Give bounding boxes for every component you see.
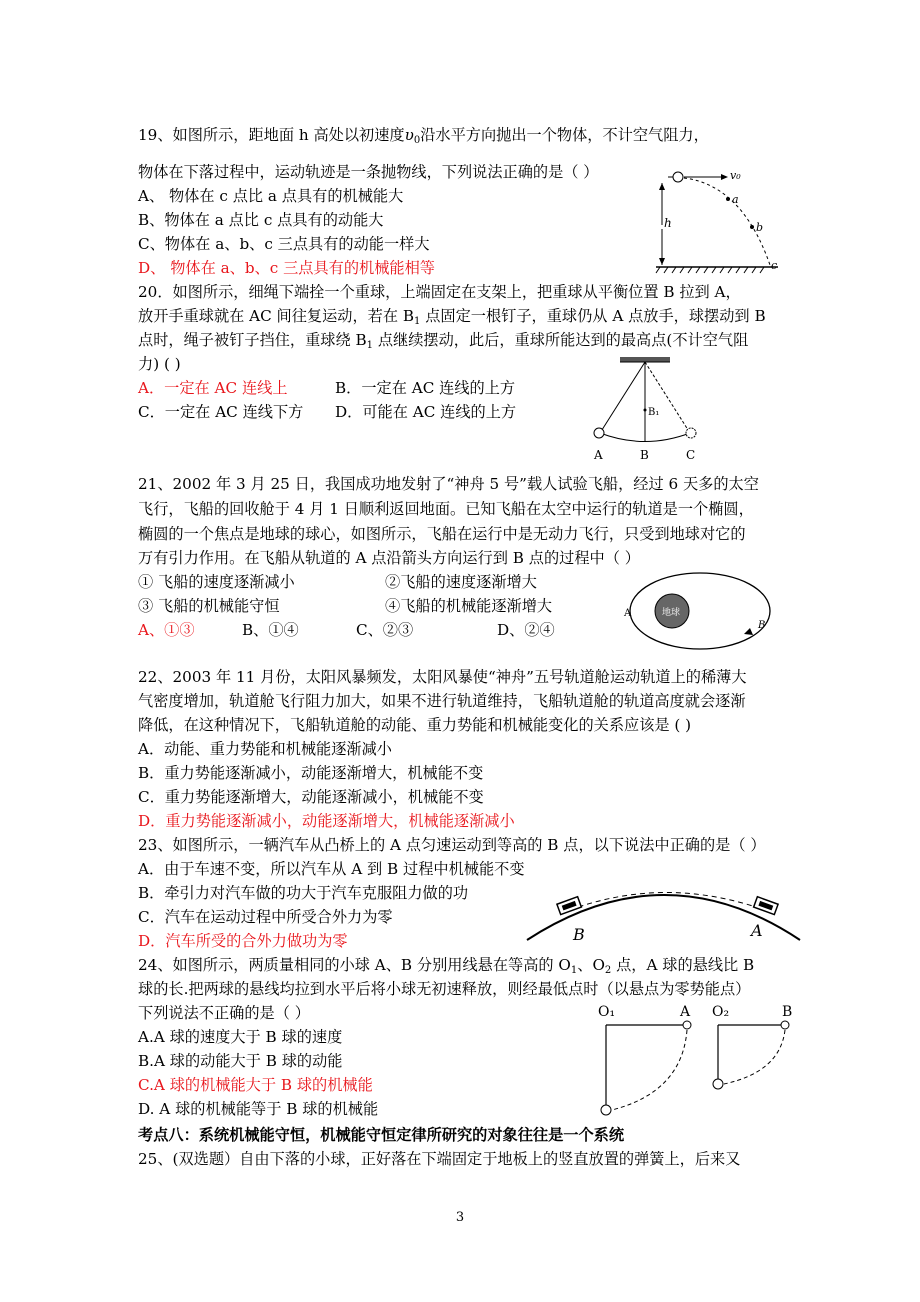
q20-option-b: B．一定在 AC 连线的上方 xyxy=(335,379,516,397)
q22-option-c: C．重力势能逐渐增大，动能逐渐减小，机械能不变 xyxy=(138,788,484,806)
q19-stem-line1: 19、如图所示，距地面 h 高处以初速度$\upsilon_0$沿水平方向抛出一个物体，不计空气阻力， xyxy=(138,126,709,146)
q19-c-label: c xyxy=(771,259,778,272)
q23-option-b: B．牵引力对汽车做的功大于汽车克服阻力做的功 xyxy=(138,884,469,902)
q24-stem-line1: 24、如图所示，两质量相同的小球 A、B 分别用线悬在等高的 $O_1$、$O_2$ 点，A 球的悬线比 B xyxy=(138,956,755,976)
q19-option-d-answer: D、 物体在 a、b、c 三点具有的机械能相等 xyxy=(138,259,435,277)
q19-h-label: h xyxy=(664,216,672,230)
q24-two-pendulums-figure xyxy=(590,1000,805,1122)
q19-option-b: B、物体在 a 点比 c 点具有的动能大 xyxy=(138,211,384,229)
q23-option-c: C．汽车在运动过程中所受合外力为零 xyxy=(138,908,393,926)
q23-option-d-answer: D．汽车所受的合外力做功为零 xyxy=(138,932,348,950)
q24-option-a: A.A 球的速度大于 B 球的速度 xyxy=(138,1028,343,1046)
q19-v0-label: v₀ xyxy=(730,169,741,182)
q22-option-d-answer: D．重力势能逐渐减小，动能逐渐增大，机械能逐渐减小 xyxy=(138,812,515,830)
q20-c-label: C xyxy=(686,448,696,462)
q21-stem-line1: 21、2002 年 3 月 25 日，我国成功地发射了“神舟 5 号”载人试验飞船，经过 6 天多的太空 xyxy=(138,475,759,493)
q19-stem-line2: 物体在下落过程中，运动轨迹是一条抛物线，下列说法正确的是（ ） xyxy=(138,163,599,181)
q21-stem-line3: 椭圆的一个焦点是地球的球心，如图所示，飞船在运行中是无动力飞行，只受到地球对它的 xyxy=(138,525,746,543)
q21-statement-3: ③ 飞船的机械能守恒 xyxy=(138,597,280,615)
q21-option-a-answer: A、①③ xyxy=(138,621,195,639)
q22-stem-line1: 22、2003 年 11 月份，太阳风暴频发，太阳风暴使“神舟”五号轨道舱运动轨道上的稀薄大 xyxy=(138,668,747,686)
q22-stem-line3: 降低，在这种情况下，飞船轨道舱的动能、重力势能和机械能变化的关系应该是 ( ) xyxy=(138,716,692,734)
q19-option-a: A、 物体在 c 点比 a 点具有的机械能大 xyxy=(138,187,404,205)
q20-option-a-answer: A．一定在 AC 连线上 xyxy=(138,379,288,397)
q23-b-label: B xyxy=(573,925,585,944)
q24-o2-label: O₂ xyxy=(712,1004,730,1020)
q24-option-c-answer: C.A 球的机械能大于 B 球的机械能 xyxy=(138,1076,373,1094)
q22-option-a: A．动能、重力势能和机械能逐渐减小 xyxy=(138,740,392,758)
section-heading: 考点八：系统机械能守恒，机械能守恒定律所研究的对象往往是一个系统 xyxy=(138,1126,624,1144)
q21-statement-4: ④飞船的机械能逐渐增大 xyxy=(385,597,553,615)
q24-a-label: A xyxy=(680,1004,691,1020)
q21-statement-2: ②飞船的速度逐渐增大 xyxy=(385,573,537,591)
q20-stem-line2: 放开手重球就在 AC 间往复运动，若在 $B_1$ 点固定一根钉子，重球仍从 A 点放手，球摆动到 B xyxy=(138,307,766,327)
q22-option-b: B．重力势能逐渐减小，动能逐渐增大，机械能不变 xyxy=(138,764,484,782)
q19-projectile-figure xyxy=(652,165,782,275)
q21-stem-line2: 飞行，飞船的回收舱于 4 月 1 日顺利返回地面。已知飞船在太空中运行的轨道是一个椭圆， xyxy=(138,500,754,518)
q21-earth-label: 地球 xyxy=(662,608,681,618)
q20-option-c: C．一定在 AC 连线下方 xyxy=(138,403,304,421)
q24-option-b: B.A 球的动能大于 B 球的动能 xyxy=(138,1052,343,1070)
q24-b-label: B xyxy=(782,1004,793,1020)
q23-a-label: A xyxy=(751,921,763,940)
q19-a-label: a xyxy=(732,193,739,206)
q19-option-c: C、物体在 a、b、c 三点具有的动能一样大 xyxy=(138,235,430,253)
q20-stem-line3: 点时，绳子被钉子挡住，重球绕 $B_1$ 点继续摆动，此后，重球所能达到的最高点(不计空气阻 xyxy=(138,331,749,351)
q20-b1-label: B₁ xyxy=(648,407,660,418)
q21-option-c: C、②③ xyxy=(356,621,414,639)
page-number: 3 xyxy=(455,1210,465,1225)
q23-option-a: A．由于车速不变，所以汽车从 A 到 B 过程中机械能不变 xyxy=(138,860,525,878)
q20-stem-line1: 20．如图所示，细绳下端拴一个重球，上端固定在支架上，把重球从平衡位置 B 拉到 A， xyxy=(138,283,741,301)
q23-bridge-figure xyxy=(525,870,805,948)
q25-stem: 25、(双选题）自由下落的小球，正好落在下端固定于地板上的竖直放置的弹簧上，后来又 xyxy=(138,1150,741,1168)
q20-stem-line4: 力) ( ) xyxy=(138,355,181,373)
q21-option-b: B、①④ xyxy=(242,621,299,639)
q20-a-label: A xyxy=(594,448,603,462)
q19-b-label: b xyxy=(756,221,764,234)
q21-a-label: A xyxy=(624,608,632,619)
q20-option-d: D．可能在 AC 连线的上方 xyxy=(335,403,517,421)
q24-stem-line2: 球的长.把两球的悬线均拉到水平后将小球无初速释放，则经最低点时（以悬点为零势能点） xyxy=(138,980,751,998)
q21-option-d: D、②④ xyxy=(497,621,555,639)
q24-option-d: D. A 球的机械能等于 B 球的机械能 xyxy=(138,1100,379,1118)
q21-b-label: B xyxy=(758,620,766,631)
q22-stem-line2: 气密度增加，轨道舱飞行阻力加大，如果不进行轨道维持，飞船轨道舱的轨道高度就会逐渐 xyxy=(138,692,746,710)
q20-pendulum-figure xyxy=(590,355,710,463)
q21-stem-line4: 万有引力作用。在飞船从轨道的 A 点沿箭头方向运行到 B 点的过程中（ ） xyxy=(138,549,640,567)
q21-statement-1: ① 飞船的速度逐渐减小 xyxy=(138,573,295,591)
q21-orbit-figure xyxy=(620,568,780,654)
q24-stem-line3: 下列说法不正确的是（ ） xyxy=(138,1004,310,1022)
q24-o1-label: O₁ xyxy=(598,1004,616,1020)
q23-stem: 23、如图所示，一辆汽车从凸桥上的 A 点匀速运动到等高的 B 点，以下说法中正确的是（ ） xyxy=(138,836,766,854)
q20-b-label: B xyxy=(640,448,649,462)
